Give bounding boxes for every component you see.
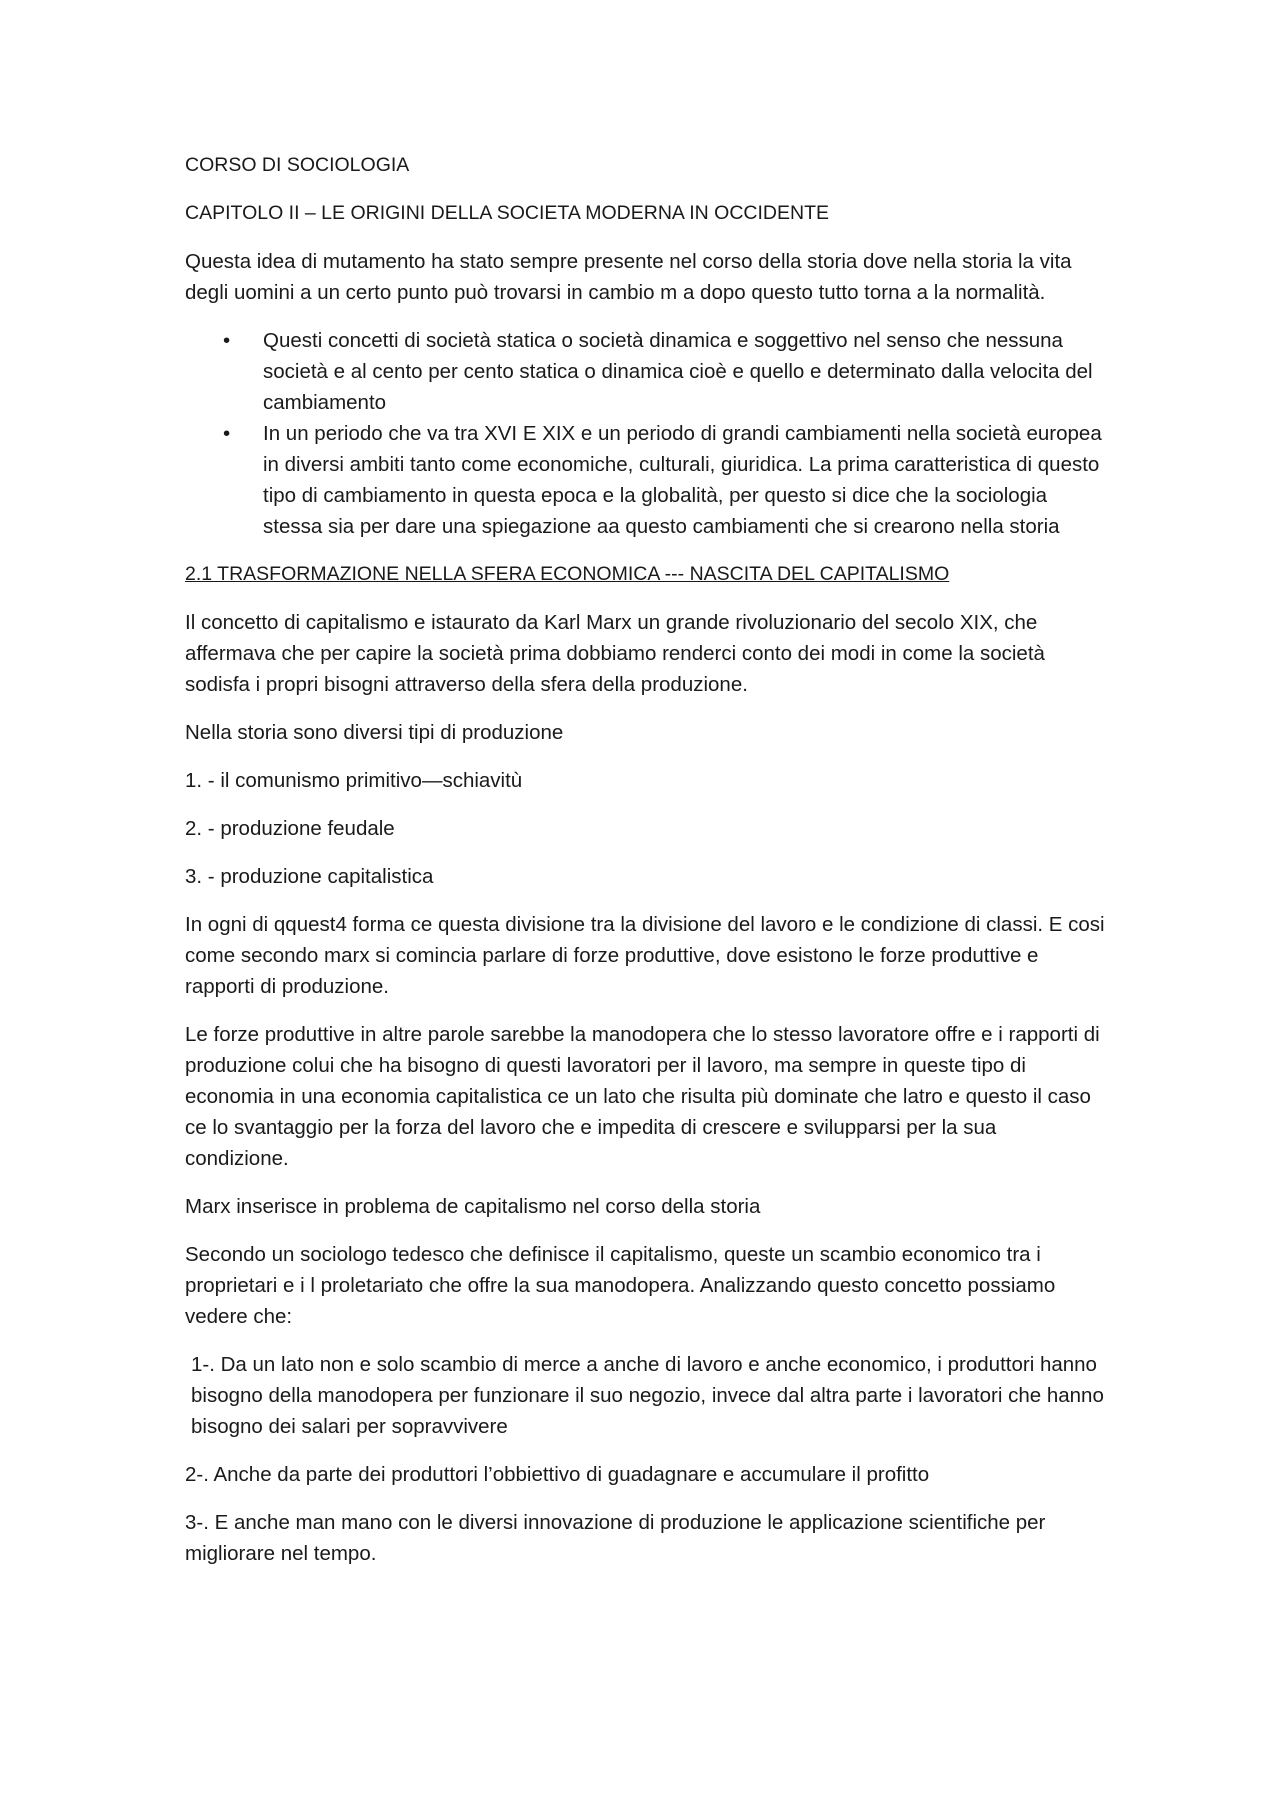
paragraph-productive-forces: Le forze produttive in altre parole sarebbe la manodopera che lo stesso lavoratore offre e i rapporti di produzione colui che ha bisogno di questi lavoratori per il lavoro, ma sempre in queste tipo di economia in una economia capitalistica ce un lato che risulta più dominate che latro e questo il caso ce lo svantaggio per la forza del lavoro che e impedita di crescere e svilupparsi per la sua condizione. [185,1023,1100,1170]
point-2: 2-. Anche da parte dei produttori l’obbiettivo di guadagnare e accumulare il profitto [185,1463,930,1486]
section-heading: 2.1 TRASFORMAZIONE NELLA SFERA ECONOMICA --- NASCITA DEL CAPITALISMO [185,563,950,585]
bullet-item [185,325,1105,418]
intro-paragraph: Questa idea di mutamento ha stato sempre presente nel corso della storia dove nella storia la vita degli uomini a un certo punto può trovarsi in cambio m a dopo questo tutto torna a la normalità. [185,250,1072,304]
bullet-text: In un periodo che va tra XVI E XIX e un periodo di grandi cambiamenti nella società europea in diversi ambiti tanto come economiche, culturali, giuridica. La prima caratteristica di questo tipo di cambiamento in questa epoca e la globalità, per questo si dice che la sociologia stessa sia per dare una spiegazione aa questo cambiamenti che si crearono nella storia [263,422,1102,538]
paragraph-german-sociologist: Secondo un sociologo tedesco che definisce il capitalismo, queste un scambio economico tra i proprietari e i l proletariato che offre la sua manodopera. Analizzando questo concetto possiamo vedere che: [185,1243,1056,1328]
paragraph-marx-capitalism: Il concetto di capitalismo e istaurato da Karl Marx un grande rivoluzionario del secolo XIX, che affermava che per capire la società prima dobbiamo renderci conto dei modi in come la società sodisfa i propri bisogni attraverso della sfera della produzione. [185,611,1045,696]
paragraph-class-division: In ogni di qquest4 forma ce questa divisione tra la divisione del lavoro e le condizione di classi. E cosi come secondo marx si comincia parlare di forze produttive, dove esistono le forze produttive e rapporti di produzione. [185,913,1105,998]
list-item-production-2: 2. - produzione feudale [185,817,395,840]
point-1: 1-. Da un lato non e solo scambio di merce a anche di lavoro e anche economico, i produttori hanno bisogno della manodopera per funzionare il suo negozio, invece dal altra parte i lavoratori che hanno bisogno dei salari per sopravvivere [191,1353,1104,1438]
point-3: 3-. E anche man mano con le diversi innovazione di produzione le applicazione scientifiche per migliorare nel tempo. [185,1511,1046,1565]
bullet-icon: • [223,329,231,352]
bullet-list [185,325,1105,542]
list-item-production-3: 3. - produzione capitalistica [185,865,434,888]
bullet-icon: • [223,422,231,445]
document-page [185,150,1105,1586]
paragraph-marx-history: Marx inserisce in problema de capitalismo nel corso della storia [185,1195,761,1218]
paragraph-production-types: Nella storia sono diversi tipi di produzione [185,721,564,744]
bullet-item [185,418,1105,542]
course-title: CORSO DI SOCIOLOGIA [185,154,410,176]
list-item-production-1: 1. - il comunismo primitivo—schiavitù [185,769,523,792]
bullet-text: Questi concetti di società statica o società dinamica e soggettivo nel senso che nessuna società e al cento per cento statica o dinamica cioè e quello e determinato dalla velocita del cambiamento [263,329,1093,414]
chapter-title: CAPITOLO II – LE ORIGINI DELLA SOCIETA MODERNA IN OCCIDENTE [185,202,830,224]
